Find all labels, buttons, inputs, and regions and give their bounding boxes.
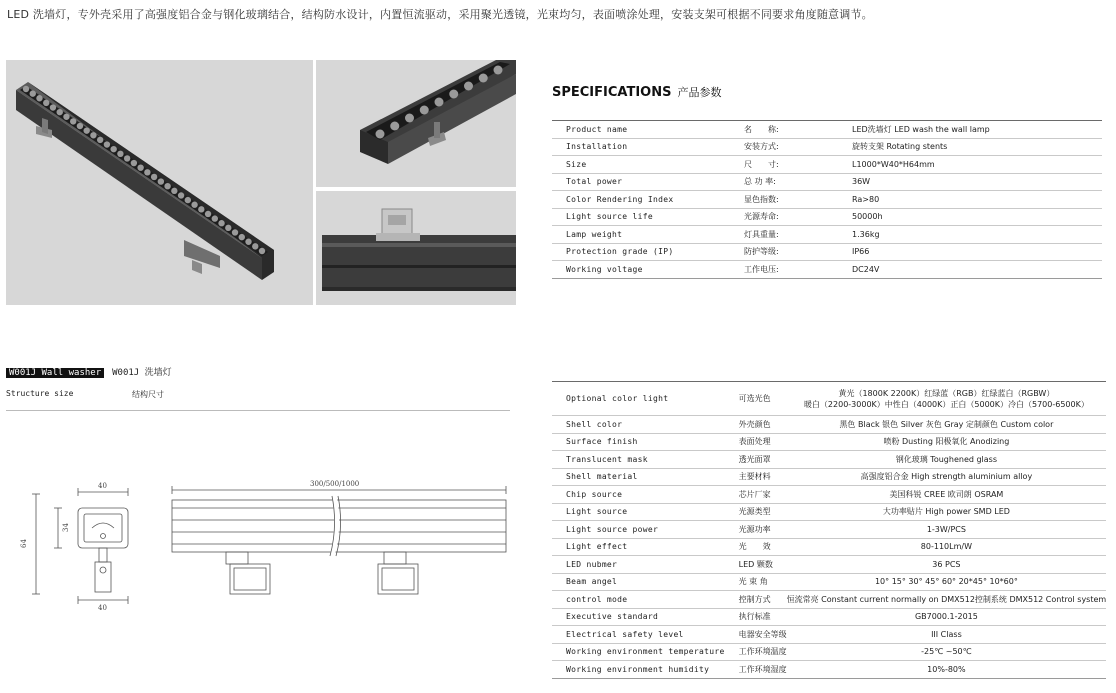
spec-value-line: 暖白（2200-3000K）中性白（4000K）正白（5000K）冷白（5700-6500K） xyxy=(803,399,1089,409)
spec-label-en: Shell color xyxy=(552,416,725,434)
led-dot xyxy=(50,104,56,110)
spec-value: 36 PCS xyxy=(787,556,1107,574)
spec-label-cn: 电器安全等级 xyxy=(725,626,787,644)
spec-row xyxy=(552,468,1106,486)
spec-label-en: control mode xyxy=(552,591,725,609)
led-dot xyxy=(131,160,137,166)
spec-label-cn: 名 称: xyxy=(730,121,838,139)
spec-label-cn: 灯具重量: xyxy=(730,226,838,244)
led-dot xyxy=(90,132,96,138)
spec-label-en: Light source life xyxy=(552,208,730,226)
led-dot xyxy=(43,100,49,106)
led-dot xyxy=(23,86,29,92)
spec-label-en: Light source xyxy=(552,503,725,521)
led-dot xyxy=(390,122,399,131)
spec-row xyxy=(552,451,1106,469)
spec-row xyxy=(552,503,1106,521)
led-dot xyxy=(239,234,245,240)
dim-width-top: 40 xyxy=(98,482,107,490)
spec-label-cn: 光 束 角 xyxy=(725,573,787,591)
led-dot xyxy=(144,169,150,175)
led-dot xyxy=(232,229,238,235)
spec-row xyxy=(552,382,1106,416)
led-dot xyxy=(494,66,503,75)
spec-label-cn: 光源功率 xyxy=(725,521,787,539)
spec-label-en: Executive standard xyxy=(552,608,725,626)
specifications-heading xyxy=(552,84,721,100)
product-photo-main xyxy=(6,60,313,305)
spec-label-en: Working environment temperature xyxy=(552,643,725,661)
structure-drawing xyxy=(6,470,516,620)
spec-value: 36W xyxy=(838,173,1102,191)
spec-label-en: Light effect xyxy=(552,538,725,556)
led-dot xyxy=(178,192,184,198)
spec-row xyxy=(552,573,1106,591)
spec-value: 1-3W/PCS xyxy=(787,521,1107,539)
spec-row xyxy=(552,521,1106,539)
led-dot xyxy=(376,130,385,139)
led-dot xyxy=(164,183,170,189)
spec-label-en: Installation xyxy=(552,138,730,156)
spec-row xyxy=(552,261,1102,279)
spec-label-cn: 主要材料 xyxy=(725,468,787,486)
led-dot xyxy=(218,220,224,226)
spec-label-en: Working voltage xyxy=(552,261,730,279)
led-dot xyxy=(158,178,164,184)
spec-label-cn: 透光面罩 xyxy=(725,451,787,469)
model-name: W001J 洗墙灯 xyxy=(112,368,172,378)
spec-label-en: Beam angel xyxy=(552,573,725,591)
spec-label-cn: 执行标准 xyxy=(725,608,787,626)
spec-table-top xyxy=(552,120,1102,279)
led-dot xyxy=(57,109,63,115)
dim-width-bottom: 40 xyxy=(98,604,107,612)
spec-label-cn: 表面处理 xyxy=(725,433,787,451)
spec-title-cn: 产品参数 xyxy=(677,86,722,99)
product-photo-end-view xyxy=(316,60,516,187)
spec-row xyxy=(552,156,1102,174)
led-dot xyxy=(449,90,458,99)
spec-label-cn: LED 颗数 xyxy=(725,556,787,574)
led-dot xyxy=(70,118,76,124)
spec-value: L1000*W40*H64mm xyxy=(838,156,1102,174)
spec-label-en: LED nubmer xyxy=(552,556,725,574)
spec-label-en: Shell material xyxy=(552,468,725,486)
spec-value: 10° 15° 30° 45° 60° 20*45° 10*60° xyxy=(787,573,1107,591)
spec-label-en: Translucent mask xyxy=(552,451,725,469)
led-dot xyxy=(36,95,42,101)
spec-row xyxy=(552,208,1102,226)
spec-label-cn: 总 功 率: xyxy=(730,173,838,191)
spec-row xyxy=(552,191,1102,209)
led-dot xyxy=(137,164,143,170)
spec-label-en: Light source power xyxy=(552,521,725,539)
spec-row xyxy=(552,243,1102,261)
led-dot xyxy=(117,151,123,157)
spec-value: GB7000.1-2015 xyxy=(787,608,1107,626)
spec-label-en: Color Rendering Index xyxy=(552,191,730,209)
led-dot xyxy=(435,98,444,107)
spec-row xyxy=(552,643,1106,661)
spec-row xyxy=(552,416,1106,434)
led-dot xyxy=(83,127,89,133)
spec-label-en: Optional color light xyxy=(552,382,725,416)
spec-value: 50000h xyxy=(838,208,1102,226)
dim-length: 300/500/1000 xyxy=(310,480,360,488)
spec-row xyxy=(552,556,1106,574)
spec-value: 美国科锐 CREE 欧司朗 OSRAM xyxy=(787,486,1107,504)
led-dot xyxy=(245,239,251,245)
spec-label-en: Chip source xyxy=(552,486,725,504)
spec-label-cn: 安装方式: xyxy=(730,138,838,156)
product-photo-bracket xyxy=(316,191,516,305)
spec-value: 大功率贴片 High power SMD LED xyxy=(787,503,1107,521)
led-dot xyxy=(225,225,231,231)
led-dot xyxy=(205,211,211,217)
spec-label-cn: 工作电压: xyxy=(730,261,838,279)
spec-label-en: Total power xyxy=(552,173,730,191)
structure-size-label-cn: 结构尺寸 xyxy=(132,390,164,399)
spec-value: 钢化玻璃 Toughened glass xyxy=(787,451,1107,469)
spec-label-en: Lamp weight xyxy=(552,226,730,244)
led-dot xyxy=(259,248,265,254)
spec-value: III Class xyxy=(787,626,1107,644)
led-dot xyxy=(405,114,414,123)
spec-value: LED洗墙灯 LED wash the wall lamp xyxy=(838,121,1102,139)
spec-label-cn: 工作环境温度 xyxy=(725,643,787,661)
spec-label-en: Surface finish xyxy=(552,433,725,451)
spec-label-cn: 显色指数: xyxy=(730,191,838,209)
led-dot xyxy=(30,90,36,96)
spec-title-en: SPECIFICATIONS xyxy=(552,85,672,100)
led-dot xyxy=(151,174,157,180)
led-dot xyxy=(97,137,103,143)
led-dot xyxy=(479,74,488,83)
led-dot xyxy=(104,141,110,147)
led-dot xyxy=(124,155,130,161)
spec-row xyxy=(552,486,1106,504)
led-dot xyxy=(198,206,204,212)
led-dot xyxy=(212,215,218,221)
led-dot xyxy=(171,188,177,194)
spec-row xyxy=(552,608,1106,626)
spec-label-cn: 工作环境湿度 xyxy=(725,661,787,679)
spec-label-cn: 控制方式 xyxy=(725,591,787,609)
spec-label-cn: 光源类型 xyxy=(725,503,787,521)
led-dot xyxy=(110,146,116,152)
spec-label-en: Protection grade (IP) xyxy=(552,243,730,261)
spec-table-bottom xyxy=(552,381,1106,679)
model-label xyxy=(6,365,172,378)
spec-label-cn: 芯片厂家 xyxy=(725,486,787,504)
spec-value: 恒流常亮 Constant current normally on DMX512控制系统 DMX512 Control system xyxy=(787,591,1107,609)
spec-label-en: Working environment humidity xyxy=(552,661,725,679)
model-code: W001J Wall washer xyxy=(6,368,104,378)
spec-label-cn: 可选光色 xyxy=(725,382,787,416)
spec-label-en: Electrical safety level xyxy=(552,626,725,644)
spec-label-cn: 外壳颜色 xyxy=(725,416,787,434)
spec-row xyxy=(552,138,1102,156)
spec-value: 高强度铝合金 High strength aluminium alloy xyxy=(787,468,1107,486)
spec-value: -25℃ ~50℃ xyxy=(787,643,1107,661)
spec-row xyxy=(552,591,1106,609)
spec-value: 喷粉 Dusting 阳极氧化 Anodizing xyxy=(787,433,1107,451)
spec-value: 旋转支架 Rotating stents xyxy=(838,138,1102,156)
spec-row xyxy=(552,433,1106,451)
spec-label-cn: 光源寿命: xyxy=(730,208,838,226)
spec-row xyxy=(552,173,1102,191)
spec-row xyxy=(552,121,1102,139)
spec-value: IP66 xyxy=(838,243,1102,261)
led-dot xyxy=(191,202,197,208)
spec-value: 黑色 Black 银色 Silver 灰色 Gray 定制颜色 Custom color xyxy=(787,416,1107,434)
led-dot xyxy=(420,106,429,115)
spec-label-cn: 光 效 xyxy=(725,538,787,556)
structure-size-label: Structure size xyxy=(6,389,74,398)
spec-label-cn: 尺 寸: xyxy=(730,156,838,174)
led-dot xyxy=(185,197,191,203)
spec-label-cn: 防护等级: xyxy=(730,243,838,261)
dim-height-inner: 34 xyxy=(62,523,70,532)
spec-value: 10%-80% xyxy=(787,661,1107,679)
spec-value: 1.36kg xyxy=(838,226,1102,244)
intro-text: LED 洗墙灯，专外壳采用了高强度铝合金与钢化玻璃结合，结构防水设计，内置恒流驱动，采用聚光透镜，光束均匀，表面喷涂处理，安装支架可根据不同要求角度随意调节。 xyxy=(7,8,873,21)
led-dot xyxy=(77,123,83,129)
spec-value: 80-110Lm/W xyxy=(787,538,1107,556)
spec-row xyxy=(552,626,1106,644)
spec-label-en: Product name xyxy=(552,121,730,139)
spec-value-line: 黄光（1800K 2200K）红绿蓝（RGB）红绿蓝白（RGBW） xyxy=(838,388,1055,398)
spec-value: Ra>80 xyxy=(838,191,1102,209)
spec-value: DC24V xyxy=(838,261,1102,279)
led-dot xyxy=(464,82,473,91)
spec-label-en: Size xyxy=(552,156,730,174)
dim-height-outer: 64 xyxy=(20,539,28,548)
led-dot xyxy=(63,114,69,120)
spec-row xyxy=(552,661,1106,679)
led-dot xyxy=(252,243,258,249)
divider xyxy=(6,410,510,411)
spec-row xyxy=(552,226,1102,244)
spec-row xyxy=(552,538,1106,556)
spec-value xyxy=(787,382,1107,416)
